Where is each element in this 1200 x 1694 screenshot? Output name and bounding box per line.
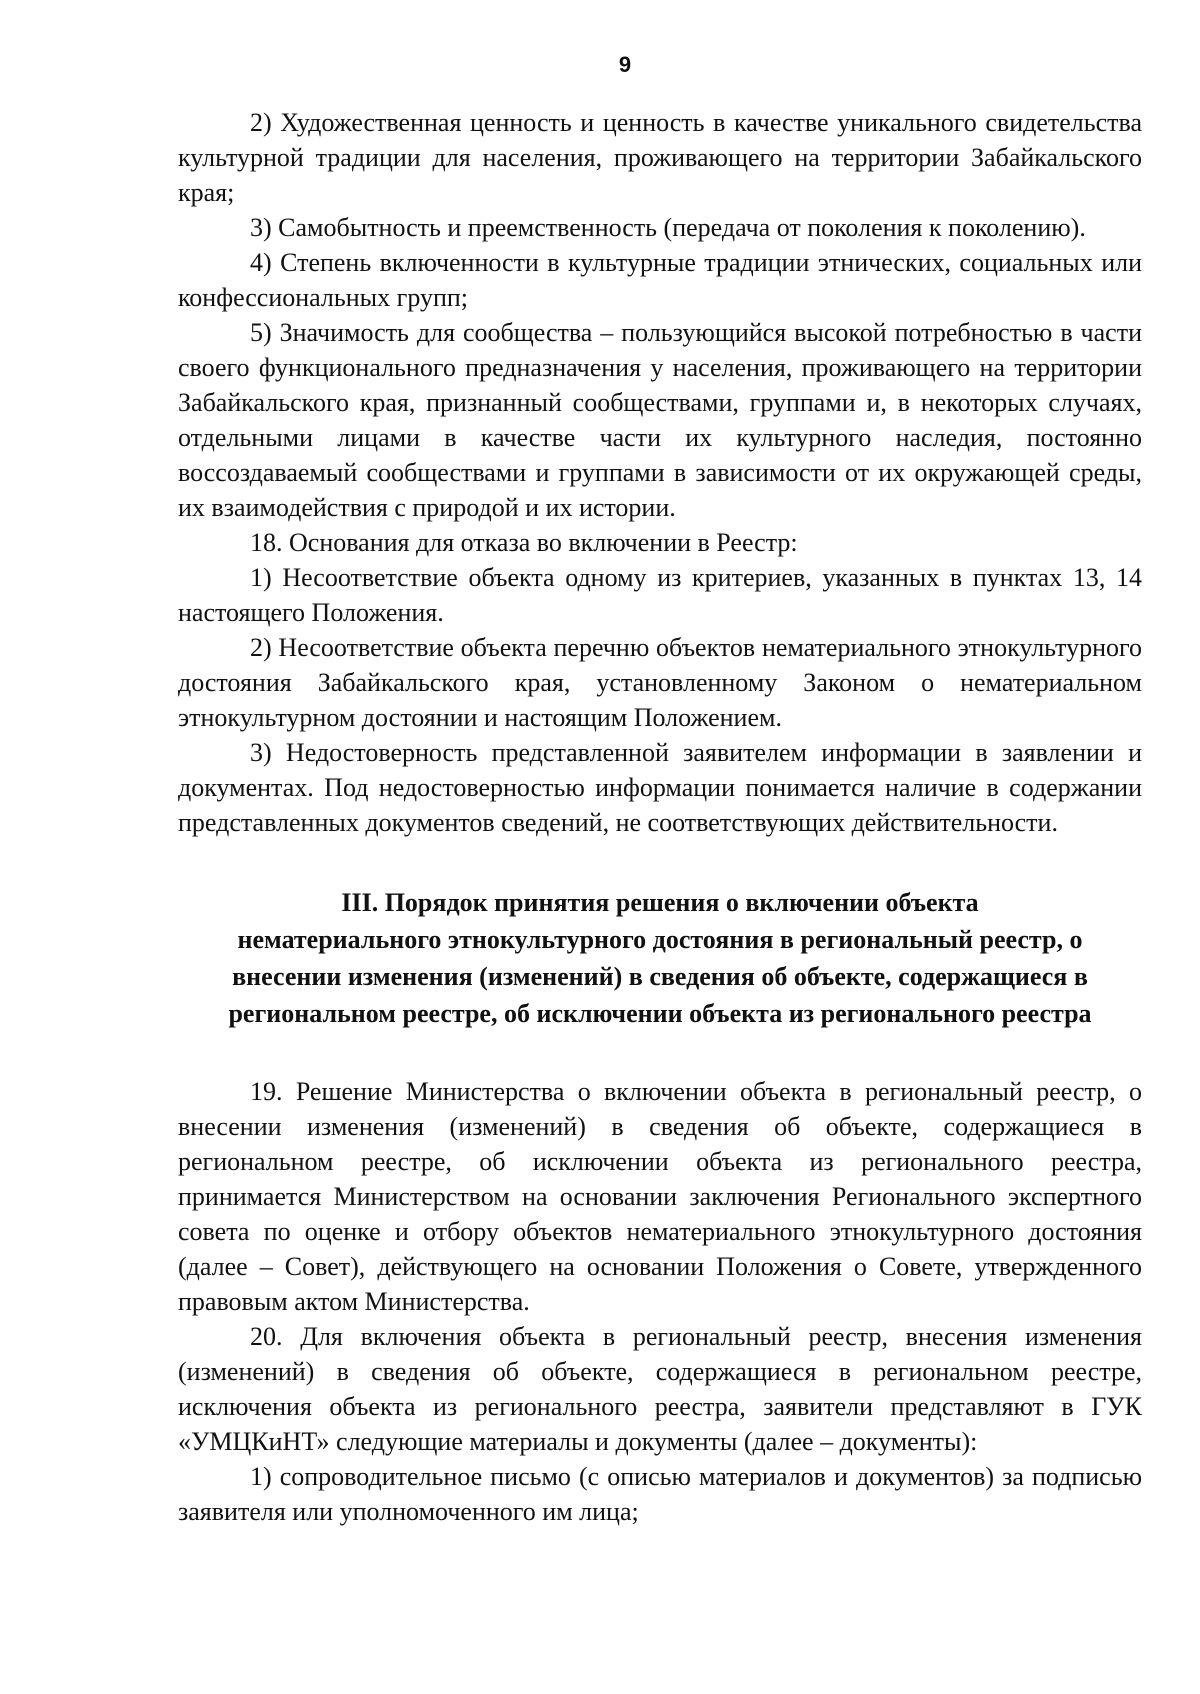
paragraph-criterion-4: 4) Степень включенности в культурные традиции этнических, социальных или конфессиональных групп; <box>178 248 1142 312</box>
page-number: 9 <box>618 52 632 77</box>
paragraph-criterion-2: 2) Художественная ценность и ценность в качестве уникального свидетельства культурной традиции для населения, проживающего на территории Забайкальского края; <box>178 108 1142 207</box>
section-heading-line: внесении изменения (изменений) в сведения об объекте, содержащиеся в <box>232 962 1088 991</box>
paragraph-refusal-2: 2) Несоответствие объекта перечню объектов нематериального этнокультурного достояния Забайкальского края, установленному Законом о нематериальном этнокультурном достоянии и настоящим Положением. <box>178 633 1142 732</box>
paragraph-item-20: 20. Для включения объекта в региональный реестр, внесения изменения (изменений) в сведения об объекте, содержащиеся в региональном реестре, исключения объекта из регионального реестра, заявители представляют в ГУК «УМЦКиНТ» следующие материалы и документы (далее – документы): <box>178 1322 1142 1456</box>
paragraph-criterion-3: 3) Самобытность и преемственность (передача от поколения к поколению). <box>250 213 1086 242</box>
document-body <box>178 105 1142 1529</box>
section-heading-line: III. Порядок принятия решения о включении объекта <box>341 888 979 917</box>
paragraph-refusal-3: 3) Недостоверность представленной заявителем информации в заявлении и документах. Под недостоверностью информации понимается наличие в содержании представленных документов сведений, не соответствующих действительности. <box>178 738 1142 837</box>
paragraph-refusal-1: 1) Несоответствие объекта одному из критериев, указанных в пунктах 13, 14 настоящего Положения. <box>178 563 1142 627</box>
paragraph-item-18: 18. Основания для отказа во включении в Реестр: <box>250 528 798 557</box>
paragraph-criterion-5: 5) Значимость для сообщества – пользующийся высокой потребностью в части своего функционального предназначения у населения, проживающего на территории Забайкальского края, признанный сообществами, группами и, в некоторых случаях, отдельными лицами в качестве части их культурного наследия, постоянно воссоздаваемый сообществами и группами в зависимости от их окружающей среды, их взаимодействия с природой и их истории. <box>178 318 1142 522</box>
paragraph-document-1: 1) сопроводительное письмо (с описью материалов и документов) за подписью заявителя или уполномоченного им лица; <box>178 1462 1142 1526</box>
paragraph-item-19: 19. Решение Министерства о включении объекта в региональный реестр, о внесении изменения (изменений) в сведения об объекте, содержащиеся в региональном реестре, об исключении объекта из регионального реестра, принимается Министерством на основании заключения Регионального экспертного совета по оценке и отбору объектов нематериального этнокультурного достояния (далее – Совет), действующего на основании Положения о Совете, утвержденного правовым актом Министерства. <box>178 1077 1142 1316</box>
section-heading-line: региональном реестре, об исключении объекта из регионального реестра <box>228 999 1092 1028</box>
section-heading <box>178 884 1142 1032</box>
section-heading-line: нематериального этнокультурного достояния в региональный реестр, о <box>237 925 1083 954</box>
